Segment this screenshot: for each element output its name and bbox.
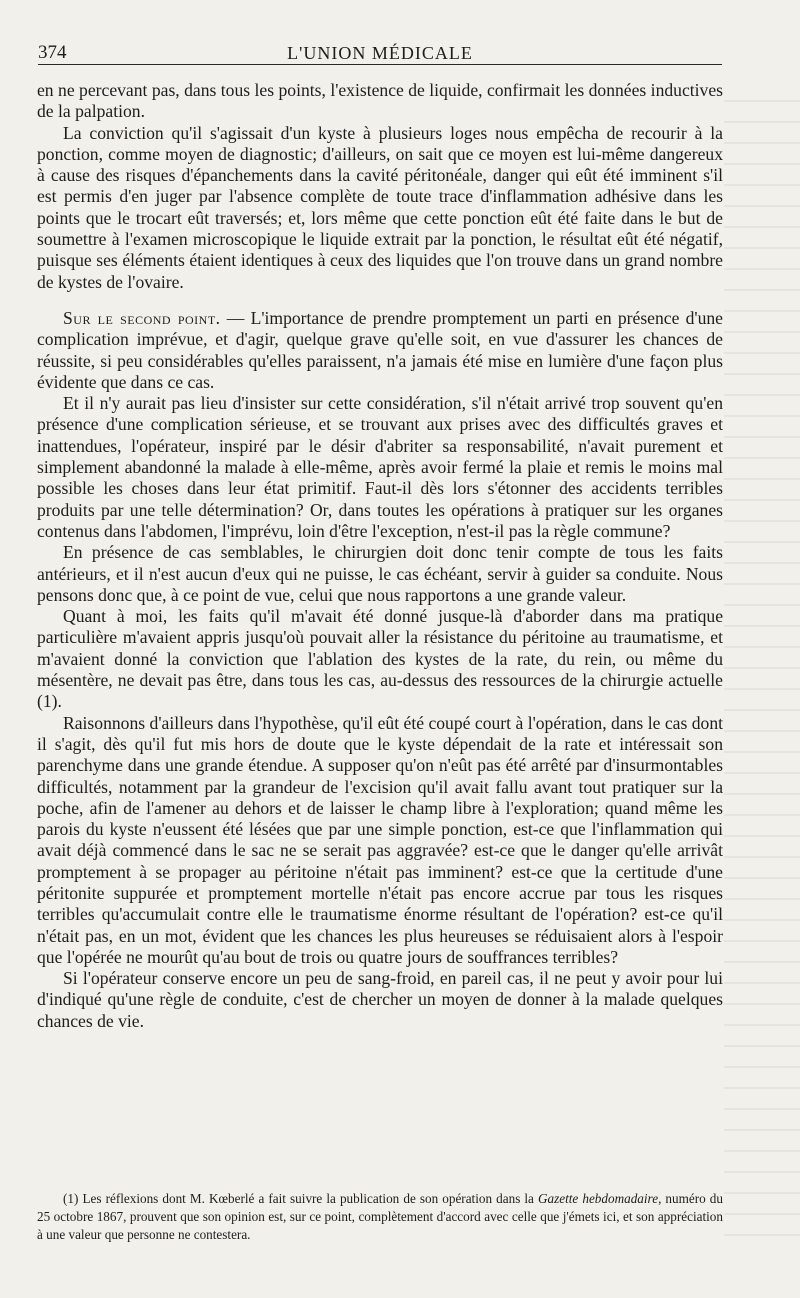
footnote-journal-title: Gazette hebdomadaire (538, 1191, 659, 1206)
paragraph-4: Et il n'y aurait pas lieu d'insister sur cette considération, s'il n'était arrivé trop souvent qu'en présence d'une complication sérieuse, et se trouvant aux prises avec des difficultés graves et inattendues, l'opérateur, inspiré par le désir d'abriter sa responsabilité, n'avait purement et simplement abandonné la malade à elle-même, après avoir fermé la plaie et remis le moins mal possible les choses dans leur état primitif. Faut-il dès lors s'étonner des accidents terribles produits par une telle détermination? Or, dans toutes les opérations à pratiquer sur les organes contenus dans l'abdomen, l'imprévu, loin d'être l'exception, n'est-il pas la règle commune? (37, 393, 723, 541)
footnote-marker: (1) (63, 1191, 83, 1206)
footnotes (37, 1190, 723, 1244)
paragraph-1: en ne percevant pas, dans tous les points, l'existence de liquide, confirmait les données inductives de la palpation. (37, 80, 723, 122)
footnote-text-before: Les réflexions dont M. Kœberlé a fait suivre la publication de son opération dans la (82, 1191, 538, 1206)
paragraph-7: Raisonnons d'ailleurs dans l'hypothèse, qu'il eût été coupé court à l'opération, dans le cas dont il s'agit, dès qu'il fut mis hors de doute que le kyste dépendait de la rate et intéressait son parenchyme dans une grande étendue. A supposer qu'on n'eût pas été arrêté par d'insurmontables difficultés, notamment par la grandeur de l'excision qu'il avait fallu avant tout pratiquer sur la poche, afin de l'amener au dehors et de laisser le champ libre à l'exploration; quand même les parois du kyste n'eussent été lésées que par une simple ponction, est-ce que l'inflammation qui avait déjà commencé dans le sac ne se serait pas aggravée? est-ce que le danger qu'elle arrivât promptement à se propager au péritoine n'était pas imminent? est-ce que la certitude d'une péritonite suppurée et promptement mortelle n'était pas encore accrue par tous les risques terribles qu'accumulait contre elle le traumatisme énorme résultant de l'opération? est-ce qu'il n'était pas, en un mot, évident que les chances les plus heureuses se réduisaient alors à l'espoir que l'opérée ne mourût qu'au bout de trois ou quatre jours de souffrances terribles? (37, 712, 723, 967)
running-title: L'UNION MÉDICALE (287, 43, 473, 63)
paragraph-6: Quant à moi, les faits qu'il m'avait été donné jusque-là d'aborder dans ma pratique particulière m'avaient appris jusqu'où pouvait aller la résistance du péritoine au traumatisme, et m'avaient donné la conviction que l'ablation des kystes de la rate, du rein, ou même du mésentère, ne devait pas être, dans tous les cas, au-dessus des ressources de la chirurgie actuelle (1). (37, 606, 723, 712)
paragraph-3 (37, 308, 723, 393)
body-text (37, 80, 723, 1032)
section-heading: Sur le second point. (63, 307, 221, 328)
page-header (38, 34, 722, 65)
paragraph-8: Si l'opérateur conserve encore un peu de sang-froid, en pareil cas, il ne peut y avoir pour lui d'indiqué qu'une règle de conduite, c'est de chercher un moyen de donner à la malade quelques chances de vie. (37, 968, 723, 1031)
bleed-through-margin (724, 100, 800, 1250)
footnote-1 (37, 1190, 723, 1244)
page-number: 374 (38, 42, 67, 63)
paragraph-2: La conviction qu'il s'agissait d'un kyste à plusieurs loges nous empêcha de recourir à la ponction, comme moyen de diagnostic; d'ailleurs, on sait que ce moyen est lui-même dangereux à cause des risques d'épanchements dans la cavité péritonéale, danger qui eût été imminent s'il est permis d'en juger par l'absence complète de toute trace d'inflammation adhésive dans les points que le trocart eût traversés; et, lors même que cette ponction eût été faite dans le but de soumettre à l'examen microscopique le liquide extrait par la ponction, le résultat eût été négatif, puisque ses éléments étaient identiques à ceux des liquides que l'on trouve dans un grand nombre de kystes de l'ovaire. (37, 122, 723, 292)
paragraph-3-text: — L'importance de prendre promptement un parti en présence d'une complication imprévue, et d'agir, quelque grave qu'elle soit, en vue d'assurer les chances de réussite, si peu considérables qu'elles paraissent, n'a jamais été mise en lumière d'une façon plus évidente que dans ce cas. (37, 307, 723, 392)
footnote-text-after: , numéro du 25 octobre 1867, prouvent que son opinion est, sur ce point, complètement d'accord avec celle que j'émets ici, et son appréciation à une valeur que personne ne contestera. (37, 1191, 723, 1242)
paragraph-5: En présence de cas semblables, le chirurgien doit donc tenir compte de tous les faits antérieurs, et il n'est aucun d'eux qui ne puisse, le cas échéant, servir à guider sa conduite. Nous pensons donc que, à ce point de vue, celui que nous rapportons a une grande valeur. (37, 542, 723, 605)
